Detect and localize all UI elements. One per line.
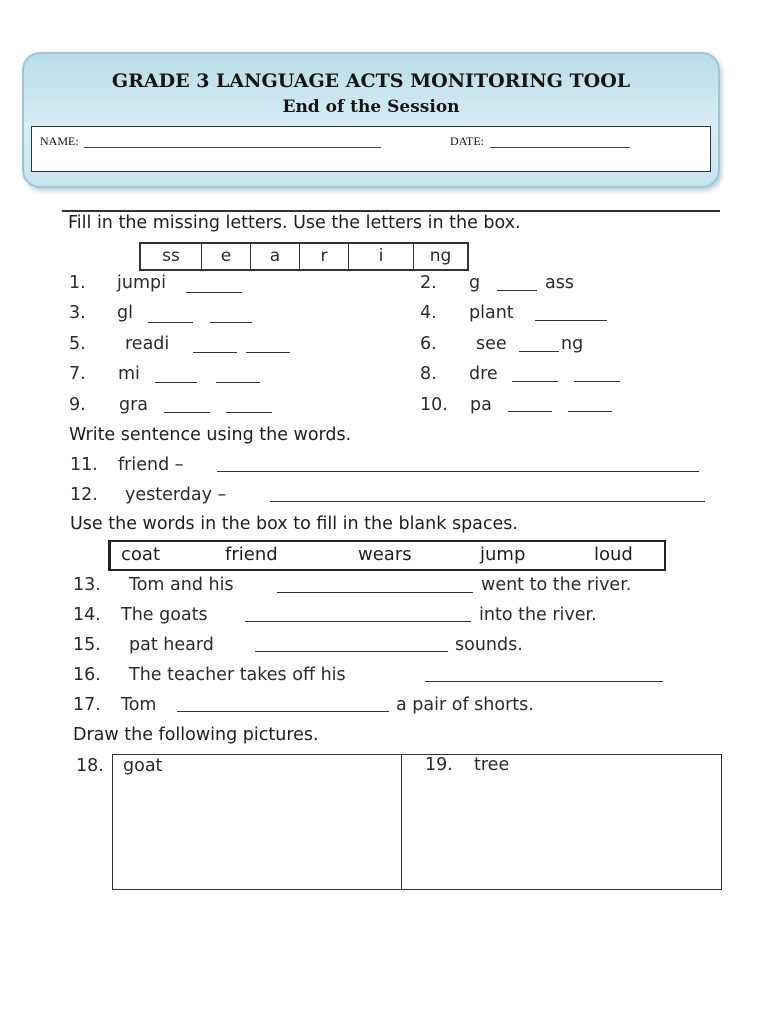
letter-cell: a	[251, 244, 300, 269]
answer-blank[interactable]	[497, 290, 537, 291]
section1-instruction: Fill in the missing letters. Use the letters in the box.	[68, 213, 521, 233]
item-number: 9.	[69, 395, 86, 415]
answer-blank[interactable]	[519, 351, 559, 352]
item-prefix: gra	[119, 395, 149, 415]
letter-box	[139, 242, 469, 271]
answer-blank[interactable]	[255, 651, 448, 652]
page-subtitle: End of the Session	[282, 97, 460, 117]
item-prefix: readi	[125, 334, 170, 354]
word-box	[108, 540, 666, 571]
answer-blank[interactable]	[535, 320, 607, 321]
section2-instruction: Write sentence using the words.	[69, 425, 352, 445]
item-suffix: ass	[545, 273, 574, 293]
section4-instruction: Draw the following pictures.	[73, 725, 319, 745]
page-title: GRADE 3 LANGUAGE ACTS MONITORING TOOL	[111, 70, 631, 92]
item-prefix: yesterday –	[125, 485, 227, 505]
item-prefix: plant	[469, 303, 514, 323]
item-prefix: mi	[118, 364, 140, 384]
item-number: 5.	[69, 334, 86, 354]
word-option: coat	[121, 544, 160, 565]
word-option: wears	[358, 544, 412, 565]
item-suffix: into the river.	[479, 605, 597, 625]
answer-blank[interactable]	[216, 382, 260, 383]
item-number: 13.	[73, 575, 101, 595]
item-prefix: jumpi	[117, 273, 166, 293]
item-prefix: g	[469, 273, 481, 293]
drawing-table	[112, 754, 722, 890]
item-number: 11.	[70, 455, 98, 475]
sentence-line[interactable]	[270, 501, 705, 502]
drawing-label: tree	[474, 755, 510, 775]
answer-blank[interactable]	[512, 381, 558, 382]
item-number: 19.	[425, 755, 453, 775]
answer-blank[interactable]	[508, 411, 552, 412]
answer-blank[interactable]	[245, 621, 471, 622]
section-divider	[62, 210, 720, 212]
item-prefix: dre	[469, 364, 498, 384]
item-number: 14.	[73, 605, 101, 625]
date-line[interactable]	[490, 147, 630, 148]
answer-blank[interactable]	[177, 711, 389, 712]
word-option: loud	[594, 544, 633, 565]
item-number: 18.	[76, 756, 104, 776]
item-number: 6.	[420, 334, 437, 354]
answer-blank[interactable]	[574, 381, 620, 382]
item-number: 15.	[73, 635, 101, 655]
item-suffix: a pair of shorts.	[396, 695, 534, 715]
answer-blank[interactable]	[277, 592, 473, 593]
name-label: NAME:	[40, 134, 79, 148]
item-number: 4.	[420, 303, 437, 323]
letter-cell: r	[300, 244, 349, 269]
item-number: 2.	[420, 273, 437, 293]
header-card	[22, 52, 720, 188]
item-prefix: The teacher takes off his	[129, 665, 346, 685]
item-number: 1.	[69, 273, 86, 293]
item-prefix: Tom	[121, 695, 157, 715]
drawing-divider	[401, 755, 402, 889]
word-option: jump	[480, 544, 526, 565]
answer-blank[interactable]	[226, 412, 272, 413]
item-prefix: see	[476, 334, 507, 354]
item-number: 10.	[420, 395, 448, 415]
answer-blank[interactable]	[246, 352, 290, 353]
answer-blank[interactable]	[193, 352, 237, 353]
letter-cell: i	[349, 244, 414, 269]
item-prefix: The goats	[121, 605, 208, 625]
item-suffix: ng	[561, 334, 584, 354]
answer-blank[interactable]	[186, 292, 242, 293]
drawing-label: goat	[123, 756, 163, 776]
answer-blank[interactable]	[148, 322, 193, 323]
item-prefix: gl	[117, 303, 133, 323]
letter-cell: ng	[429, 246, 452, 266]
word-option: friend	[225, 544, 278, 565]
letter-cell: ss	[141, 244, 202, 269]
item-prefix: Tom and his	[129, 575, 234, 595]
answer-blank[interactable]	[155, 382, 197, 383]
sentence-line[interactable]	[217, 471, 699, 472]
item-number: 3.	[69, 303, 86, 323]
item-prefix: pa	[470, 395, 492, 415]
letter-cell: e	[202, 244, 251, 269]
item-suffix: went to the river.	[481, 575, 632, 595]
drawing-area-tree[interactable]	[405, 785, 717, 885]
item-number: 16.	[73, 665, 101, 685]
item-number: 17.	[73, 695, 101, 715]
answer-blank[interactable]	[164, 412, 210, 413]
item-suffix: sounds.	[455, 635, 523, 655]
item-prefix: pat heard	[129, 635, 214, 655]
item-number: 8.	[420, 364, 437, 384]
name-line[interactable]	[84, 147, 381, 148]
answer-blank[interactable]	[210, 322, 252, 323]
item-number: 12.	[70, 485, 98, 505]
section3-instruction: Use the words in the box to fill in the blank spaces.	[70, 514, 518, 534]
drawing-area-goat[interactable]	[115, 785, 399, 885]
item-number: 7.	[69, 364, 86, 384]
item-prefix: friend –	[118, 455, 184, 475]
student-info-box	[31, 126, 711, 172]
answer-blank[interactable]	[425, 681, 663, 682]
answer-blank[interactable]	[568, 411, 612, 412]
date-label: DATE:	[450, 134, 484, 148]
